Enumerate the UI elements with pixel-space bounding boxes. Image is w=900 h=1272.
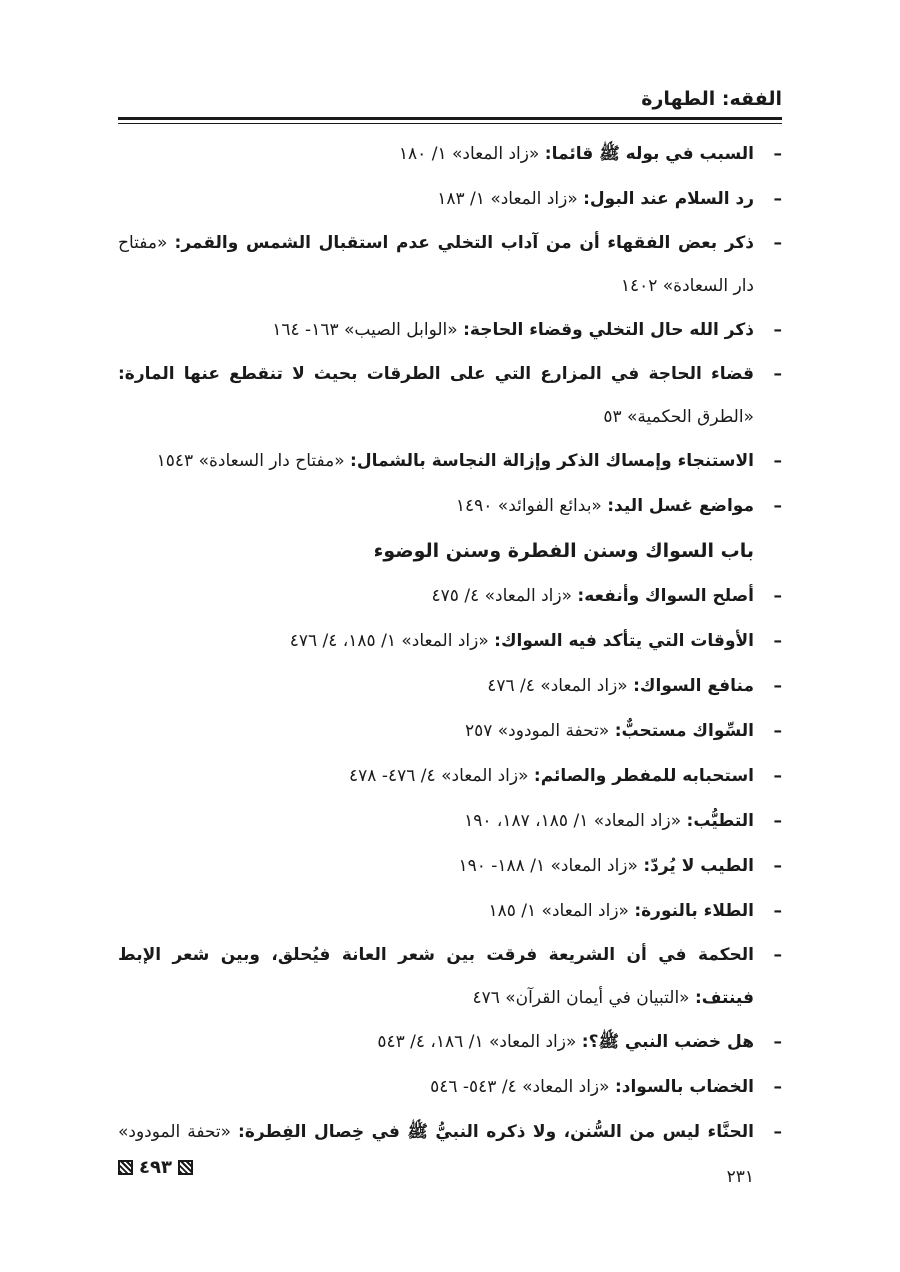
ornament-icon — [178, 1160, 193, 1175]
entry-source: «الوابل الصيب» ١٦٣- ١٦٤ — [272, 320, 458, 340]
entry-topic: استحبابه للمفطر والصائم: — [533, 766, 754, 786]
list-item — [118, 308, 782, 353]
header-rule-thin — [118, 123, 782, 124]
bullet-dash: – — [773, 233, 782, 253]
list-item — [118, 934, 782, 1020]
list-item — [118, 177, 782, 222]
entry-topic: أصلح السواك وأنفعه: — [577, 586, 754, 606]
bullet-dash: – — [773, 856, 782, 876]
entry-topic: الأوقات التي يتأكد فيه السواك: — [494, 631, 754, 651]
entry-source: «زاد المعاد» ١/ ١٨٥ — [488, 901, 629, 921]
entry-source: «التبيان في أيمان القرآن» ٤٧٦ — [472, 988, 690, 1008]
entry-source: «زاد المعاد» ١/ ١٨٥، ١٨٧، ١٩٠ — [464, 811, 682, 831]
entry-topic: رد السلام عند البول: — [583, 189, 754, 209]
entry-source: «الطرق الحكمية» ٥٣ — [603, 407, 754, 427]
entry-source: «بدائع الفوائد» ١٤٩٠ — [455, 496, 602, 516]
entry-topic: الاستنجاء وإمساك الذكر وإزالة النجاسة بالشمال: — [350, 451, 754, 471]
list-item — [118, 222, 782, 308]
entry-source: «زاد المعاد» ١/ ١٨٨- ١٩٠ — [458, 856, 638, 876]
list-item — [118, 1065, 782, 1110]
entry-source: «زاد المعاد» ٤/ ٤٧٥ — [431, 586, 573, 606]
list-item — [118, 889, 782, 934]
entry-topic: الطلاء بالنورة: — [634, 901, 754, 921]
entry-source: «مفتاح دار السعادة» ١٤٠٢ — [118, 233, 754, 296]
header-rule-thick — [118, 117, 782, 120]
entry-source: «زاد المعاد» ١/ ١٨٦، ٤/ ٥٤٣ — [377, 1032, 577, 1052]
entry-topic: هل خضب النبي ﷺ؟: — [581, 1032, 754, 1052]
entry-topic: السبب في بوله ﷺ قائما: — [544, 144, 754, 164]
entry-topic: الحكمة في أن الشريعة فرقت بين شعر العانة فيُحلق، وبين شعر الإبط فينتف: — [118, 945, 754, 1008]
entry-topic: منافع السواك: — [633, 676, 754, 696]
bullet-dash: – — [773, 1122, 782, 1142]
entry-topic: ذكر بعض الفقهاء أن من آداب التخلي عدم استقبال الشمس والقمر: — [174, 233, 755, 253]
page-header: الفقه: الطهارة — [641, 88, 782, 110]
bullet-dash: – — [773, 811, 782, 831]
bullet-dash: – — [773, 496, 782, 516]
page-footer — [118, 1157, 193, 1178]
bullet-dash: – — [773, 144, 782, 164]
entry-source: «زاد المعاد» ١/ ١٨٥، ٤/ ٤٧٦ — [289, 631, 489, 651]
entry-source: «زاد المعاد» ٤/ ٤٧٦ — [487, 676, 628, 696]
list-item — [118, 439, 782, 484]
entry-topic: السِّواك مستحبٌّ: — [614, 721, 754, 741]
bullet-dash: – — [773, 676, 782, 696]
bullet-dash: – — [773, 901, 782, 921]
list-item — [118, 754, 782, 799]
entry-source: «زاد المعاد» ١/ ١٨٣ — [437, 189, 578, 209]
entry-source: «تحفة المودود» ٢٣١ — [118, 1122, 754, 1187]
list-item — [118, 1020, 782, 1065]
entry-topic: ذكر الله حال التخلي وقضاء الحاجة: — [463, 320, 754, 340]
bullet-dash: – — [773, 364, 782, 384]
bullet-dash: – — [773, 1077, 782, 1097]
bullet-dash: – — [773, 766, 782, 786]
list-item — [118, 709, 782, 754]
bullet-dash: – — [773, 586, 782, 606]
bullet-dash: – — [773, 320, 782, 340]
bullet-dash: – — [773, 189, 782, 209]
entry-topic: التطيُّب: — [686, 811, 754, 831]
bullet-dash: – — [773, 631, 782, 651]
entry-source: «مفتاح دار السعادة» ١٥٤٣ — [156, 451, 345, 471]
list-item — [118, 1110, 782, 1200]
entry-topic: مواضع غسل اليد: — [607, 496, 754, 516]
bullet-dash: – — [773, 945, 782, 965]
bullet-dash: – — [773, 451, 782, 471]
entry-source: «زاد المعاد» ١/ ١٨٠ — [398, 144, 540, 164]
list-item — [118, 132, 782, 177]
section-title: باب السواك وسنن الفطرة وسنن الوضوء — [373, 540, 754, 562]
ornament-icon — [118, 1160, 133, 1175]
entry-topic: الحنَّاء ليس من السُّنن، ولا ذكره النبيُّ ﷺ في خِصال الفِطرة: — [238, 1122, 754, 1142]
list-item — [118, 484, 782, 529]
bullet-dash: – — [773, 721, 782, 741]
entry-topic: الخضاب بالسواد: — [614, 1077, 754, 1097]
entry-topic: الطيب لا يُردّ: — [643, 856, 754, 876]
list-item — [118, 664, 782, 709]
entry-list — [118, 132, 782, 1200]
list-item — [118, 619, 782, 664]
list-item — [118, 574, 782, 619]
entry-source: «زاد المعاد» ٤/ ٤٧٦- ٤٧٨ — [349, 766, 529, 786]
list-item — [118, 799, 782, 844]
list-item — [118, 353, 782, 439]
entry-source: «زاد المعاد» ٤/ ٥٤٣- ٥٤٦ — [430, 1077, 610, 1097]
bullet-dash: – — [773, 1032, 782, 1052]
list-item — [118, 844, 782, 889]
entry-source: «تحفة المودود» ٢٥٧ — [464, 721, 610, 741]
page-number: ٤٩٣ — [139, 1157, 172, 1178]
entry-topic: قضاء الحاجة في المزارع التي على الطرقات بحيث لا تنقطع عنها المارة: — [118, 364, 754, 384]
